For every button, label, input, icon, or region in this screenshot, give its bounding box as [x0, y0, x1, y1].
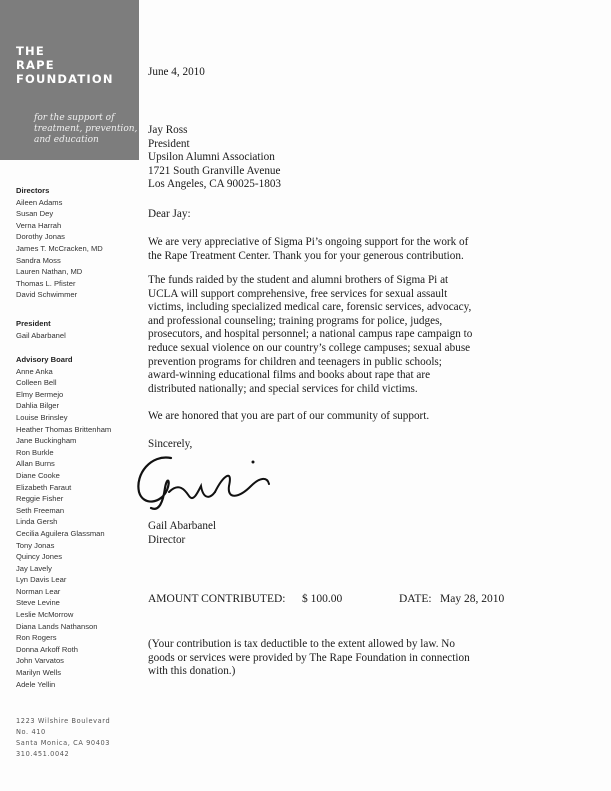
advisory-member-name: Norman Lear: [16, 586, 61, 596]
recipient-line: Jay Ross: [148, 124, 188, 136]
paragraph-2: [148, 274, 472, 396]
director-name: Verna Harrah: [16, 220, 62, 230]
tax-note: [148, 638, 470, 679]
advisory-member-name: Dahlia Bilger: [16, 401, 60, 411]
advisory-member-name: Ron Burkle: [16, 447, 54, 457]
advisory-member-name: Linda Gersh: [16, 517, 58, 527]
paragraph-line: UCLA will support comprehensive, free services for sexual assault: [148, 287, 448, 300]
advisory-member-name: Diana Lands Nathanson: [16, 621, 98, 631]
salutation: Dear Jay:: [148, 208, 191, 220]
director-name: Aileen Adams: [16, 197, 63, 207]
recipient-line: Los Angeles, CA 90025-1803: [148, 178, 282, 191]
advisory-member-name: Ron Rogers: [16, 633, 57, 643]
paragraph-line: award-winning educational films and books about rape that are: [148, 369, 431, 382]
advisory-member-name: Tony Jonas: [16, 540, 55, 550]
note-line: with this donation.): [148, 665, 236, 678]
handwritten-signature: [129, 446, 279, 516]
president-heading: President: [16, 319, 51, 328]
advisory-member-name: Elmy Bermejo: [16, 389, 64, 399]
advisory-member-name: Louise Brinsley: [16, 412, 68, 422]
tagline-line: for the support of: [34, 113, 115, 123]
paragraph-line: victims, including specialized medical care, forensic services, advocacy,: [148, 301, 472, 314]
amount-label: AMOUNT CONTRIBUTED:: [148, 593, 286, 605]
address-line: No. 410: [16, 728, 46, 736]
advisory-member-name: Steve Levine: [16, 598, 60, 608]
advisory-member-name: Diane Cooke: [16, 470, 60, 480]
advisory-member-name: Reggie Fisher: [16, 494, 64, 504]
paragraph-line: The funds raided by the student and alumni brothers of Sigma Pi at: [148, 274, 449, 286]
advisory-member-name: Colleen Bell: [16, 378, 57, 388]
date-value: May 28, 2010: [440, 593, 505, 605]
advisory-member-name: John Varvatos: [16, 656, 64, 666]
director-name: Susan Dey: [16, 209, 54, 219]
recipient-line: Upsilon Alumni Association: [148, 151, 275, 164]
advisory-member-name: Seth Freeman: [16, 505, 65, 515]
recipient-line: President: [148, 137, 190, 150]
tagline-line: treatment, prevention,: [34, 124, 138, 134]
signer-block: [148, 520, 216, 547]
logo-line: FOUNDATION: [16, 72, 114, 86]
director-name: Sandra Moss: [16, 255, 61, 265]
advisory-member-name: Cecilia Aguilera Glassman: [16, 528, 105, 538]
paragraph-line: We are very appreciative of Sigma Pi’s ongoing support for the work of: [148, 236, 469, 248]
paragraph-line: reduce sexual violence on our country’s college campuses; sexual abuse: [148, 341, 471, 354]
paragraph-line: distributed nationally; and special services for child victims.: [148, 382, 418, 395]
note-line: goods or services were provided by The Rape Foundation in connection: [148, 651, 470, 664]
president-name: Gail Abarbanel: [16, 330, 66, 340]
advisory-member-name: Marilyn Wells: [16, 668, 62, 678]
advisory-member-name: Jane Buckingham: [16, 436, 77, 446]
logo-line: THE: [16, 44, 45, 58]
advisory-member-name: Anne Anka: [16, 366, 53, 376]
advisory-member-name: Adele Yellin: [16, 679, 56, 689]
director-name: Thomas L. Pfister: [16, 278, 76, 288]
address-line: Santa Monica, CA 90403: [16, 739, 111, 747]
paragraph-line: and professional counseling; training programs for police, judges,: [148, 314, 443, 327]
foundation-tagline: [34, 113, 137, 146]
advisory-list: [16, 366, 111, 691]
date-label: DATE:: [399, 593, 432, 605]
foundation-address: [16, 716, 110, 760]
director-name: Dorothy Jonas: [16, 232, 65, 242]
advisory-member-name: Elizabeth Faraut: [16, 482, 72, 492]
advisory-member-name: Heather Thomas Brittenham: [16, 424, 112, 434]
paragraph-line: prevention programs for children and teenagers in public schools;: [148, 355, 442, 368]
address-line: 310.451.0042: [16, 750, 70, 758]
advisory-heading: Advisory Board: [16, 355, 73, 364]
recipient-block: [148, 124, 281, 192]
director-name: Lauren Nathan, MD: [16, 267, 83, 277]
signer-name: Gail Abarbanel: [148, 520, 217, 532]
paragraph-line: prosecutors, and hospital personnel; a national campus rape campaign to: [148, 328, 473, 341]
paragraph-3: We are honored that you are part of our community of support.: [148, 410, 430, 422]
advisory-board-section: [16, 354, 111, 690]
director-name: James T. McCracken, MD: [16, 243, 103, 253]
advisory-member-name: Quincy Jones: [16, 552, 63, 562]
president-section: [16, 318, 66, 341]
director-name: David Schwimmer: [16, 290, 78, 300]
paragraph-line: the Rape Treatment Center. Thank you for your generous contribution.: [148, 249, 464, 262]
directors-section: [16, 185, 103, 301]
directors-heading: Directors: [16, 186, 50, 195]
paragraph-1: [148, 236, 468, 263]
advisory-member-name: Lyn Davis Lear: [16, 575, 67, 585]
closing: Sincerely,: [148, 438, 193, 450]
advisory-member-name: Donna Arkoff Roth: [16, 644, 78, 654]
advisory-member-name: Allan Burns: [16, 459, 55, 469]
signer-title: Director: [148, 533, 186, 546]
amount-value: $ 100.00: [302, 593, 343, 605]
note-line: (Your contribution is tax deductible to the extent allowed by law. No: [148, 638, 455, 650]
foundation-logo: [16, 44, 114, 86]
letter-date: June 4, 2010: [148, 66, 205, 78]
logo-line: RAPE: [16, 58, 55, 72]
advisory-member-name: Leslie McMorrow: [16, 610, 74, 620]
recipient-line: 1721 South Granville Avenue: [148, 164, 281, 177]
address-line: 1223 Wilshire Boulevard: [16, 717, 111, 725]
tagline-line: and education: [34, 135, 99, 145]
advisory-member-name: Jay Lavely: [16, 563, 52, 573]
